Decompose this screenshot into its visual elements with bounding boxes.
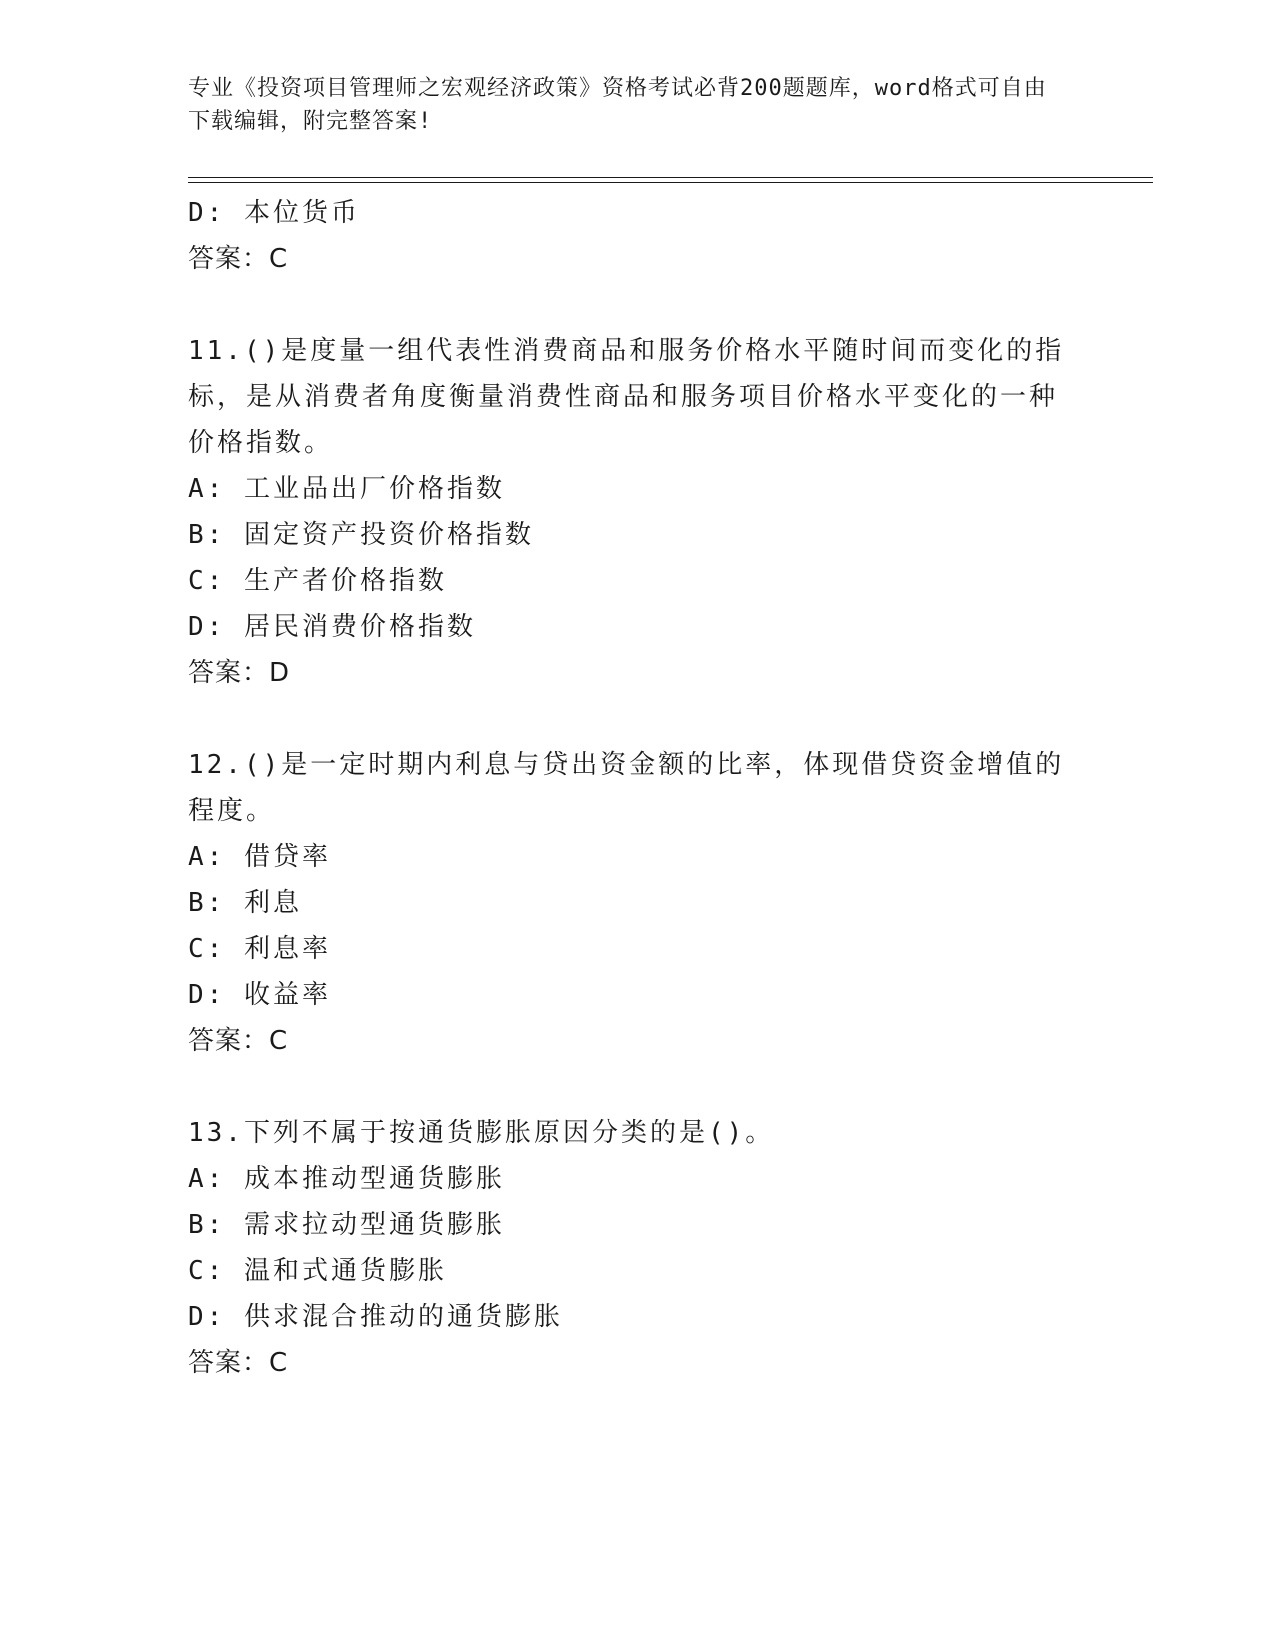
option-text: 需求拉动型通货膨胀: [243, 1210, 505, 1240]
option-text: 收益率: [243, 980, 331, 1010]
option-text: 成本推动型通货膨胀: [243, 1164, 505, 1194]
option-b: [188, 512, 1078, 558]
option-d: [188, 1294, 1078, 1340]
option-d: [188, 604, 1078, 650]
option-c: [188, 1248, 1078, 1294]
question-text: 12.()是一定时期内利息与贷出资金额的比率，体现借贷资金增值的程度。: [188, 750, 1065, 826]
option-text: 温和式通货膨胀: [243, 1256, 447, 1286]
answer-value: D: [269, 658, 291, 688]
answer-label: 答案：: [188, 1026, 270, 1056]
header-divider-bottom: [188, 182, 1153, 183]
question-text: 11.()是度量一组代表性消费商品和服务价格水平随时间而变化的指标，是从消费者角度衡量消费性商品和服务项目价格水平变化的一种价格指数。: [188, 336, 1065, 458]
option-letter: B:: [188, 520, 244, 550]
option-text: 居民消费价格指数: [243, 612, 476, 642]
answer-line: [188, 236, 1078, 282]
option-text: 借贷率: [243, 842, 331, 872]
answer-label: 答案：: [188, 1348, 270, 1378]
question-13: [188, 1110, 1078, 1386]
option-letter: D:: [188, 198, 244, 228]
question-12: [188, 742, 1078, 1064]
header-divider-top: [188, 177, 1153, 178]
answer-line: [188, 650, 1078, 696]
answer-value: C: [269, 244, 289, 274]
option-letter: C:: [188, 566, 244, 596]
option-text: 利息率: [243, 934, 331, 964]
answer-line: [188, 1340, 1078, 1386]
option-letter: D:: [188, 980, 244, 1010]
option-d: [188, 972, 1078, 1018]
option-letter: B:: [188, 888, 244, 918]
answer-value: C: [269, 1348, 289, 1378]
answer-label: 答案：: [188, 244, 270, 274]
option-letter: D:: [188, 612, 244, 642]
option-a: [188, 1156, 1078, 1202]
option-text: 固定资产投资价格指数: [243, 520, 534, 550]
option-d: [188, 190, 1078, 236]
option-b: [188, 1202, 1078, 1248]
question-list: [188, 190, 1078, 1386]
header-title: 专业《投资项目管理师之宏观经济政策》资格考试必背200题题库，word格式可自由下载编辑，附完整答案!: [188, 76, 1047, 134]
option-letter: B:: [188, 1210, 244, 1240]
question-11: [188, 328, 1078, 696]
option-text: 本位货币: [243, 198, 360, 228]
option-c: [188, 926, 1078, 972]
option-b: [188, 880, 1078, 926]
answer-value: C: [269, 1026, 289, 1056]
answer-label: 答案：: [188, 658, 270, 688]
option-letter: D:: [188, 1302, 244, 1332]
option-text: 利息: [243, 888, 302, 918]
option-letter: C:: [188, 934, 244, 964]
option-text: 生产者价格指数: [243, 566, 447, 596]
option-a: [188, 466, 1078, 512]
answer-line: [188, 1018, 1078, 1064]
option-letter: A:: [188, 474, 244, 504]
option-c: [188, 558, 1078, 604]
option-text: 工业品出厂价格指数: [243, 474, 505, 504]
document-header: [188, 72, 1068, 138]
option-text: 供求混合推动的通货膨胀: [243, 1302, 563, 1332]
question-text: 13.下列不属于按通货膨胀原因分类的是()。: [188, 1118, 775, 1148]
option-letter: A:: [188, 1164, 244, 1194]
option-letter: C:: [188, 1256, 244, 1286]
question-fragment: [188, 190, 1078, 282]
option-letter: A:: [188, 842, 244, 872]
option-a: [188, 834, 1078, 880]
